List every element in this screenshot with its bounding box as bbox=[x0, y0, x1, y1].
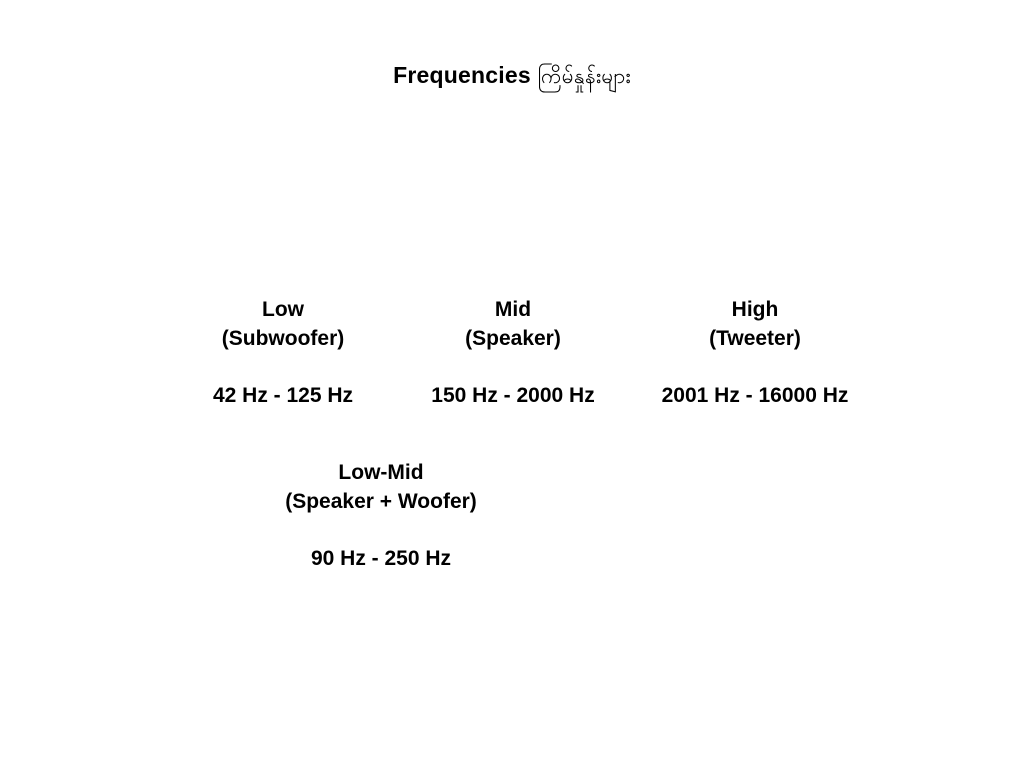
frequency-band-low-mid bbox=[258, 458, 504, 573]
band-range: 150 Hz - 2000 Hz bbox=[431, 384, 595, 407]
band-name: Mid bbox=[494, 298, 532, 321]
band-name: Low bbox=[262, 298, 304, 321]
band-name: High bbox=[731, 298, 779, 321]
frequency-band-mid bbox=[390, 295, 636, 410]
band-device: (Speaker + Woofer) bbox=[285, 490, 477, 513]
page-title-secondary: ကြိမ်နှုန်းများ bbox=[537, 64, 631, 88]
frequency-band-low bbox=[160, 295, 406, 410]
band-name: Low-Mid bbox=[338, 461, 424, 484]
band-range: 2001 Hz - 16000 Hz bbox=[661, 384, 849, 407]
frequency-band-high bbox=[632, 295, 878, 410]
page-title bbox=[0, 62, 1024, 94]
page-title-main: Frequencies bbox=[393, 62, 531, 88]
band-range: 42 Hz - 125 Hz bbox=[212, 384, 354, 407]
band-range: 90 Hz - 250 Hz bbox=[310, 547, 452, 570]
band-device: (Tweeter) bbox=[709, 327, 801, 350]
band-device: (Subwoofer) bbox=[221, 327, 345, 350]
band-device: (Speaker) bbox=[465, 327, 561, 350]
